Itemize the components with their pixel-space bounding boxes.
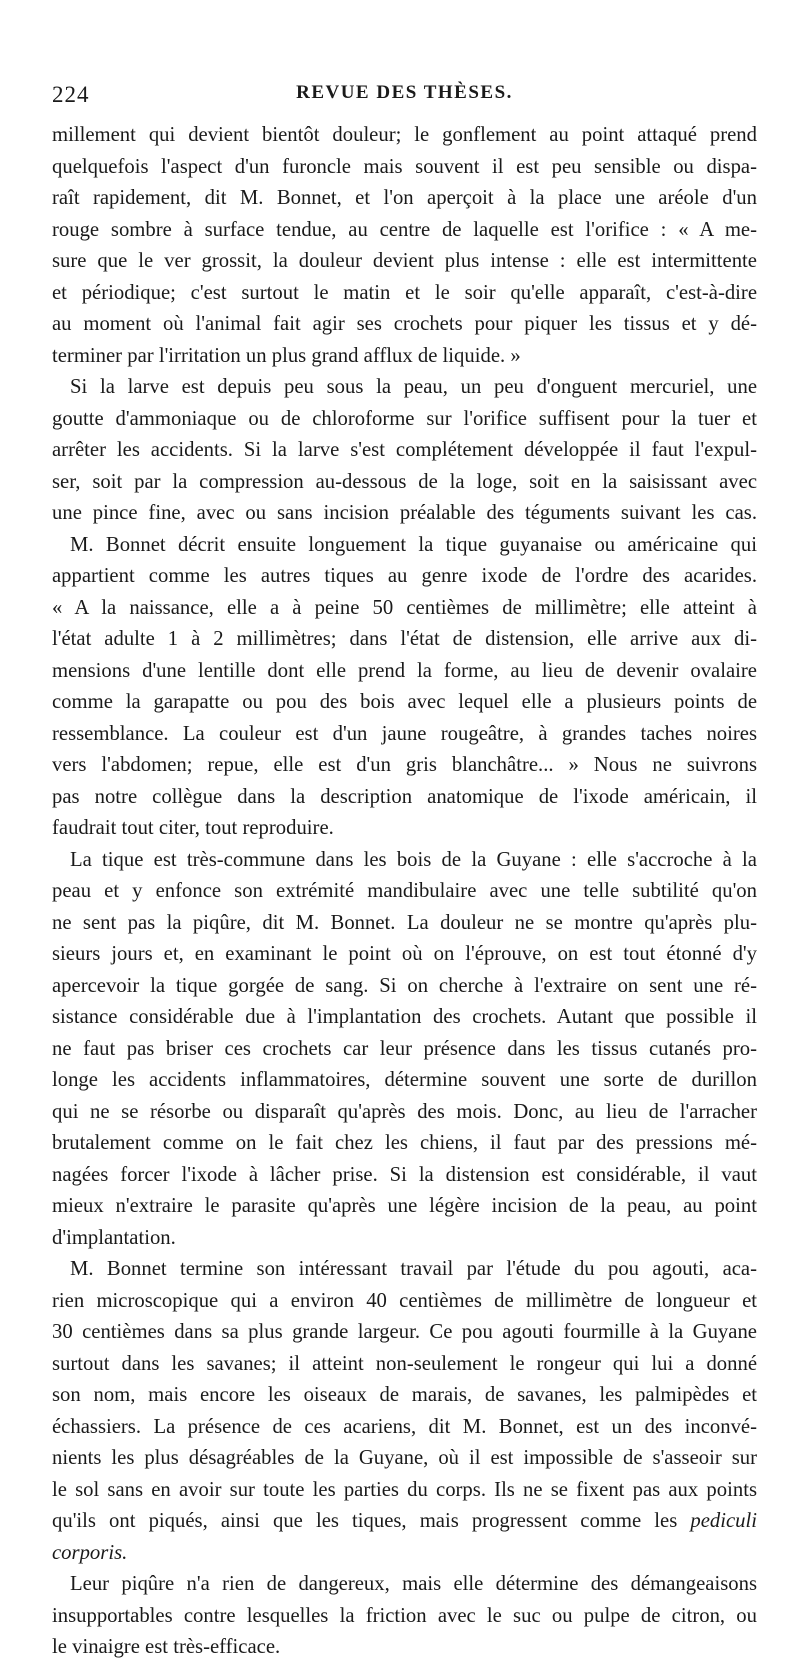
page-header	[52, 82, 757, 112]
text-line: « A la naissance, elle a à peine 50 centièmes de millimètre; elle atteint à	[52, 596, 757, 619]
text-line: mensions d'une lentille dont elle prend la forme, au lieu de devenir ovalaire	[52, 659, 757, 682]
text-line: nagées forcer l'ixode à lâcher prise. Si la distension est considérable, il vaut	[52, 1163, 757, 1186]
text-line: goutte d'ammoniaque ou de chloroforme sur l'orifice suffisent pour la tuer et	[52, 407, 757, 430]
text-line: le sol sans en avoir sur toute les parties du corps. Ils ne se fixent pas aux points	[52, 1478, 757, 1501]
text-line: 30 centièmes dans sa plus grande largeur. Ce pou agouti fourmille à la Guyane	[52, 1321, 757, 1343]
text-line: appartient comme les autres tiques au genre ixode de l'ordre des acarides.	[52, 565, 757, 587]
text-line: surtout dans les savanes; il atteint non-seulement le rongeur qui lui a donné	[52, 1352, 757, 1375]
text-line: échassiers. La présence de ces acariens, dit M. Bonnet, est un des inconvé-	[52, 1415, 757, 1438]
text-line: rouge sombre à surface tendue, au centre de laquelle est l'orifice : « A me-	[52, 218, 757, 241]
text-line: et périodique; c'est surtout le matin et le soir qu'elle apparaît, c'est-à-dire	[52, 281, 757, 304]
text-line: ressemblance. La couleur est d'un jaune rougeâtre, à grandes taches noires	[52, 722, 757, 745]
text-line: ne faut pas briser ces crochets car leur présence dans les tissus cutanés pro-	[52, 1037, 757, 1060]
running-title: REVUE DES THÈSES.	[296, 82, 513, 103]
text-line: ser, soit par la compression au-dessous de la loge, soit en la saisissant avec	[52, 470, 757, 493]
text-line: arrêter les accidents. Si la larve s'est complétement développée il faut l'expul-	[52, 439, 757, 461]
italic-term: pediculi	[690, 1510, 757, 1532]
text-line: Leur piqûre n'a rien de dangereux, mais elle détermine des démangeaisons	[70, 1573, 757, 1595]
text-line: Si la larve est depuis peu sous la peau, un peu d'onguent mercuriel, une	[70, 376, 757, 398]
text-line: une pince fine, avec ou sans incision préalable des téguments suivant les cas.	[52, 502, 757, 524]
text-line: La tique est très-commune dans les bois de la Guyane : elle s'accroche à la	[70, 848, 757, 871]
body-text	[52, 120, 757, 1664]
text-line-with-italic	[52, 1506, 757, 1538]
text-line: l'état adulte 1 à 2 millimètres; dans l'état de distension, elle arrive aux di-	[52, 628, 757, 650]
text-line: le vinaigre est très-efficace.	[52, 1636, 281, 1658]
text-line: sistance considérable due à l'implantation des crochets. Autant que possible il	[52, 1006, 757, 1028]
text-line: terminer par l'irritation un plus grand afflux de liquide. »	[52, 344, 521, 367]
text-line: qui ne se résorbe ou disparaît qu'après des mois. Donc, au lieu de l'arracher	[52, 1100, 757, 1123]
text-line: M. Bonnet termine son intéressant travail par l'étude du pou agouti, aca-	[70, 1258, 757, 1280]
text-line: ne sent pas la piqûre, dit M. Bonnet. La douleur ne se montre qu'après plu-	[52, 911, 757, 934]
text-line: M. Bonnet décrit ensuite longuement la tique guyanaise ou américaine qui	[70, 533, 757, 556]
text-line: millement qui devient bientôt douleur; le gonflement au point attaqué prend	[52, 124, 757, 146]
text-line: vers l'abdomen; repue, elle est d'un gris blanchâtre... » Nous ne suivrons	[52, 754, 757, 776]
text-line: son nom, mais encore les oiseaux de marais, de savanes, les palmipèdes et	[52, 1384, 757, 1406]
text-line: sieurs jours et, en examinant le point où on l'éprouve, on est tout étonné d'y	[52, 943, 757, 965]
italic-term: corporis.	[52, 1541, 128, 1564]
text-line: apercevoir la tique gorgée de sang. Si on cherche à l'extraire on sent une ré-	[52, 974, 757, 997]
text-line: comme la garapatte ou pou des bois avec lequel elle a plusieurs points de	[52, 691, 757, 713]
text-line: sure que le ver grossit, la douleur devient plus intense : elle est intermittente	[52, 250, 757, 272]
text-line: peau et y enfonce son extrémité mandibulaire avec une telle subtilité qu'on	[52, 880, 757, 902]
text-line: rien microscopique qui a environ 40 centièmes de millimètre de longueur et	[52, 1289, 757, 1312]
text-line: pas notre collègue dans la description anatomique de l'ixode américain, il	[52, 785, 757, 808]
text-line: raît rapidement, dit M. Bonnet, et l'on aperçoit à la place une aréole d'un	[52, 187, 757, 209]
text-line: insupportables contre lesquelles la friction avec le suc ou pulpe de citron, ou	[52, 1604, 757, 1627]
text-line: brutalement comme on le fait chez les chiens, il faut par des pressions mé-	[52, 1132, 757, 1154]
text-line: faudrait tout citer, tout reproduire.	[52, 817, 334, 839]
page-number: 224	[52, 82, 90, 107]
text-line: longe les accidents inflammatoires, détermine souvent une sorte de durillon	[52, 1069, 757, 1091]
text-line: au moment où l'animal fait agir ses crochets pour piquer les tissus et y dé-	[52, 313, 757, 335]
text-line: d'implantation.	[52, 1226, 176, 1249]
text-line: quelquefois l'aspect d'un furoncle mais souvent il est peu sensible ou dispa-	[52, 155, 757, 178]
text-line-part: qu'ils ont piqués, ainsi que les tiques, mais progressent comme les	[52, 1510, 678, 1532]
text-line: mieux n'extraire le parasite qu'après une légère incision de la peau, au point	[52, 1195, 757, 1217]
text-line: nients les plus désagréables de la Guyane, où il est impossible de s'asseoir sur	[52, 1447, 757, 1469]
